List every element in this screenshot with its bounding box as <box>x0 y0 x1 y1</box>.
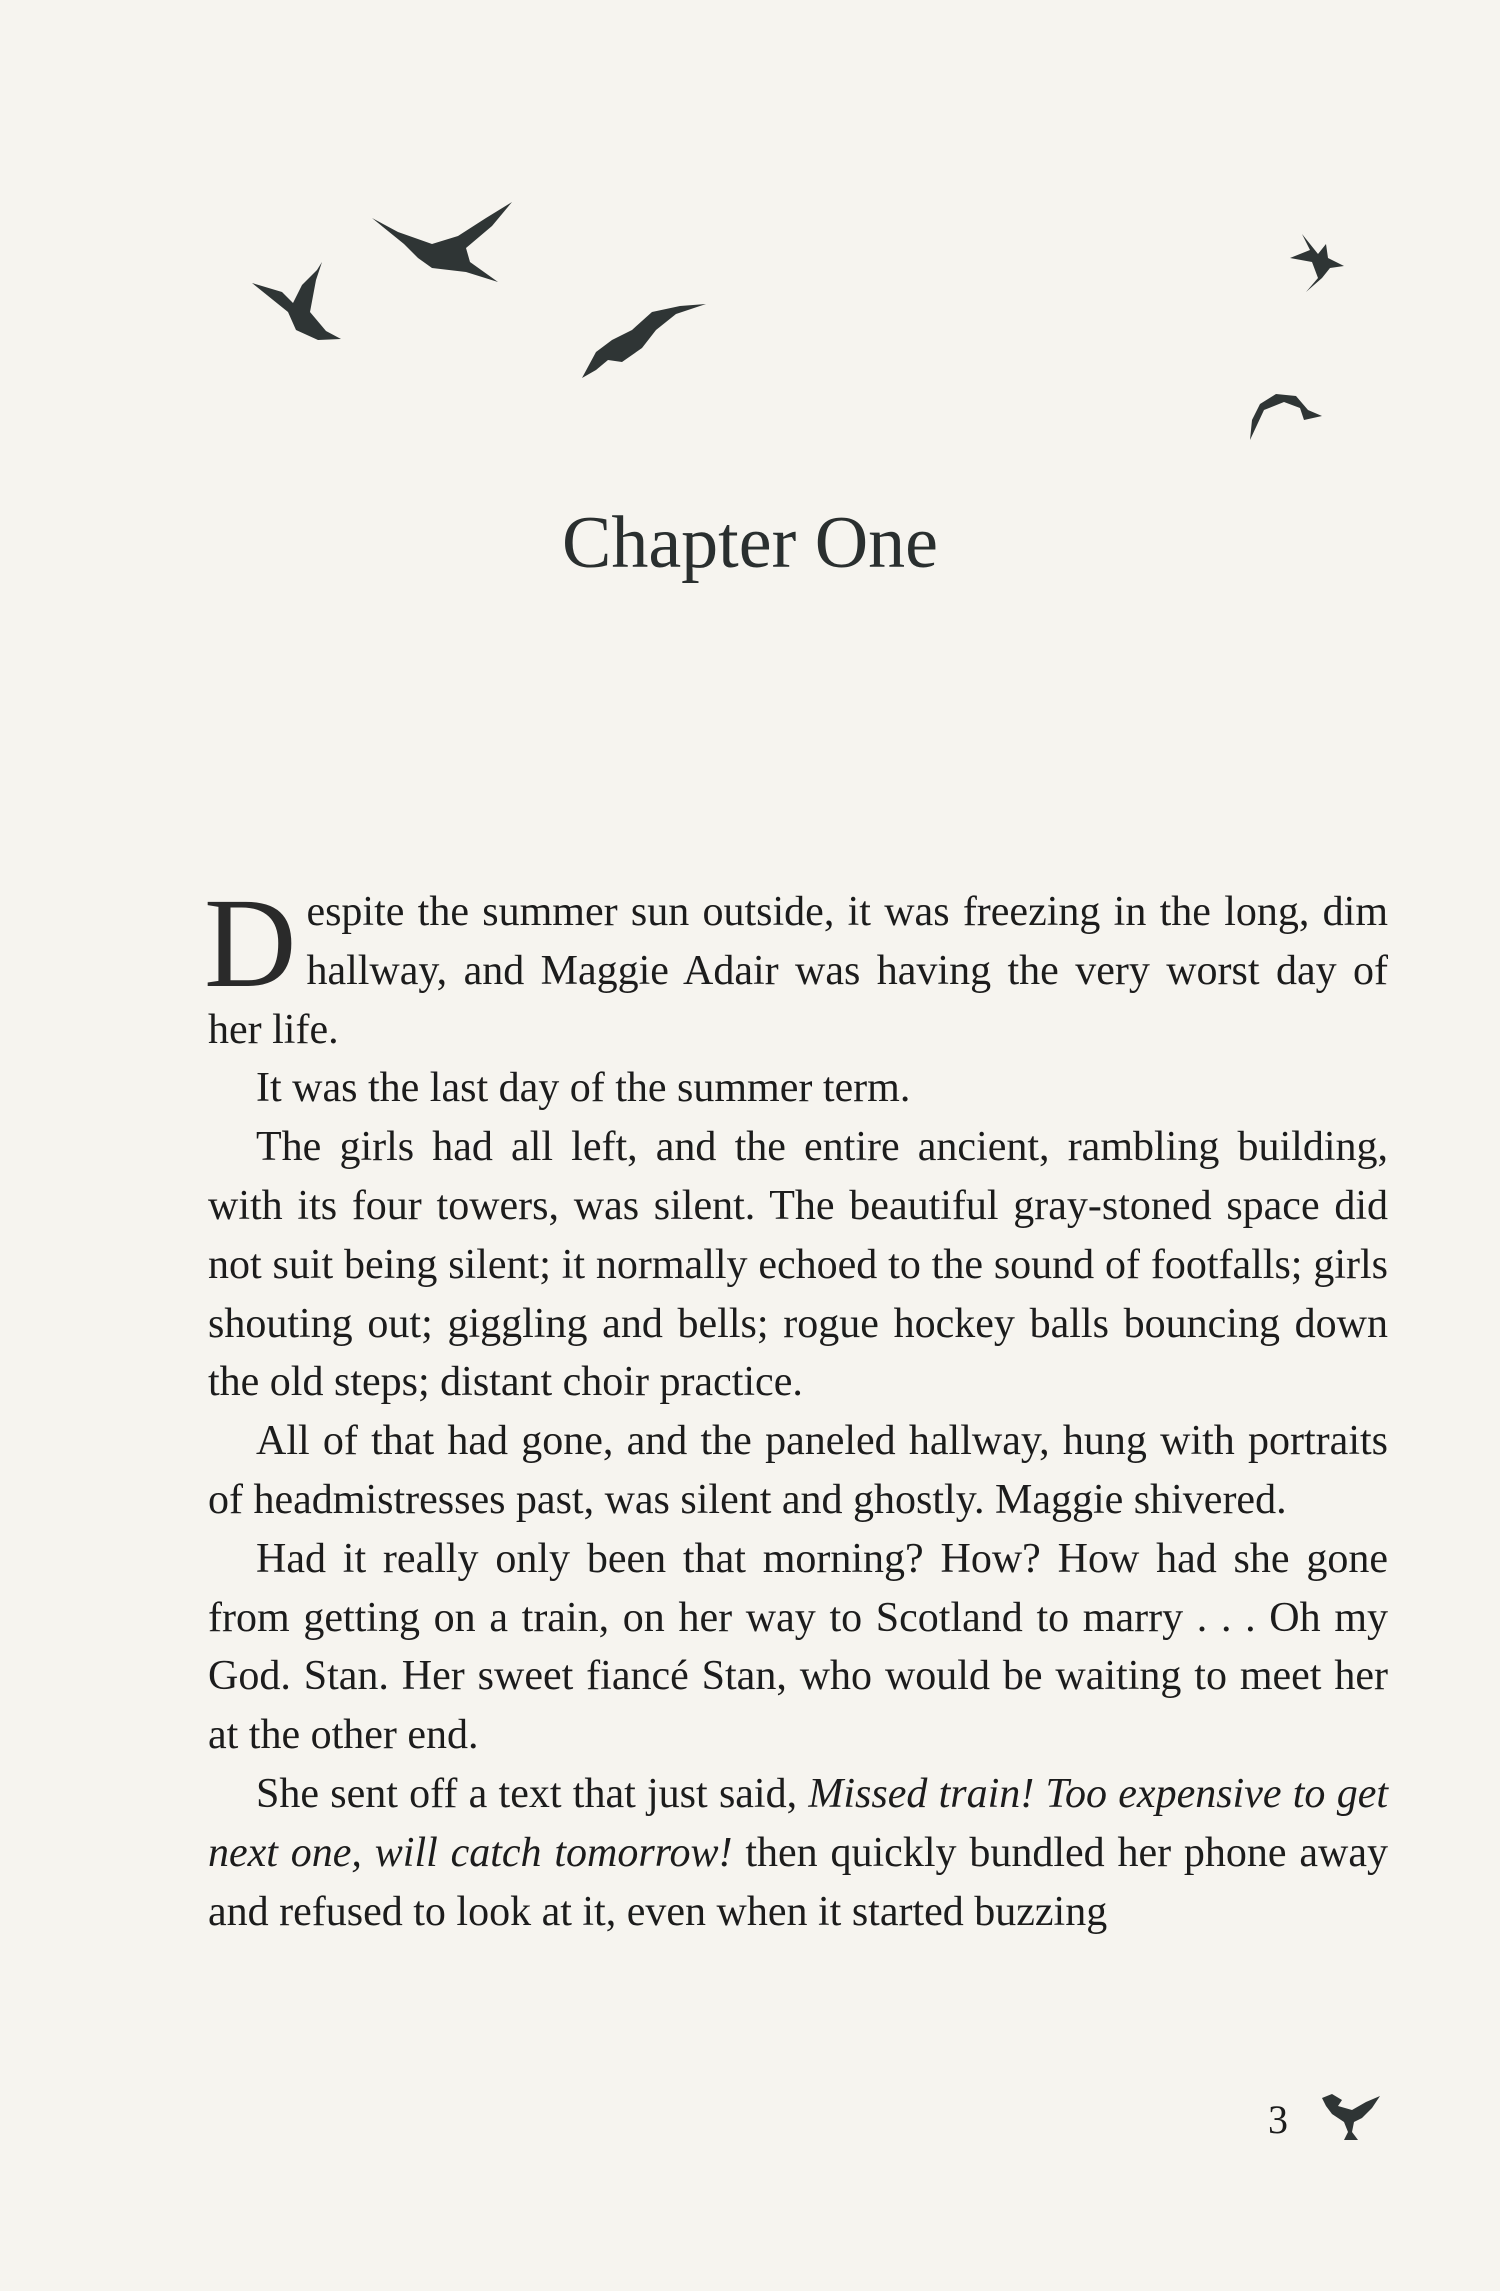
bird-icon <box>1250 394 1322 440</box>
bird-icon <box>372 202 512 282</box>
drop-cap: D <box>204 872 297 1014</box>
bird-icon <box>1290 234 1344 292</box>
paragraph: It was the last day of the summer term. <box>256 1065 911 1112</box>
paragraph <box>208 1765 1388 1941</box>
bird-icon <box>1318 2088 1384 2144</box>
paragraph: Had it really only been that morning? How? How had she gone from getting on a train, on her way to Scotland to marry . . . Oh my God. Stan. Her sweet fiancé Stan, who would be waiting to meet her at the other end. <box>208 1535 1388 1759</box>
bird-icon <box>252 262 341 340</box>
paragraph: The girls had all left, and the entire ancient, rambling building, with its four towers, was silent. The beautiful gray-stoned space did not suit being silent; it normally echoed to the sound of footfalls; girls shouting out; giggling and bells; rogue hockey balls bouncing down the old steps; distant choir practice. <box>208 1124 1388 1406</box>
paragraph <box>204 872 1388 1059</box>
text-message: Missed train! Too expensive to get next one, will catch tomorrow! <box>208 1770 1388 1876</box>
page-number: 3 <box>1268 2097 1288 2142</box>
flying-birds-illustration <box>0 0 1500 480</box>
paragraph-text: then quickly bundled her phone away and refused to look at it, even when it started buzzing <box>208 1829 1389 1935</box>
chapter-title: Chapter One <box>561 502 939 584</box>
bird-icon <box>582 304 706 378</box>
chapter-body <box>204 872 1389 1941</box>
paragraph-text: She sent off a text that just said, <box>256 1770 809 1817</box>
paragraph-text: espite the summer sun outside, it was freezing in the long, dim hallway, and Maggie Adair was having the very worst day of her life. <box>208 889 1388 1053</box>
paragraph: All of that had gone, and the paneled hallway, hung with portraits of headmistresses past, was silent and ghostly. Maggie shivered. <box>208 1418 1388 1523</box>
